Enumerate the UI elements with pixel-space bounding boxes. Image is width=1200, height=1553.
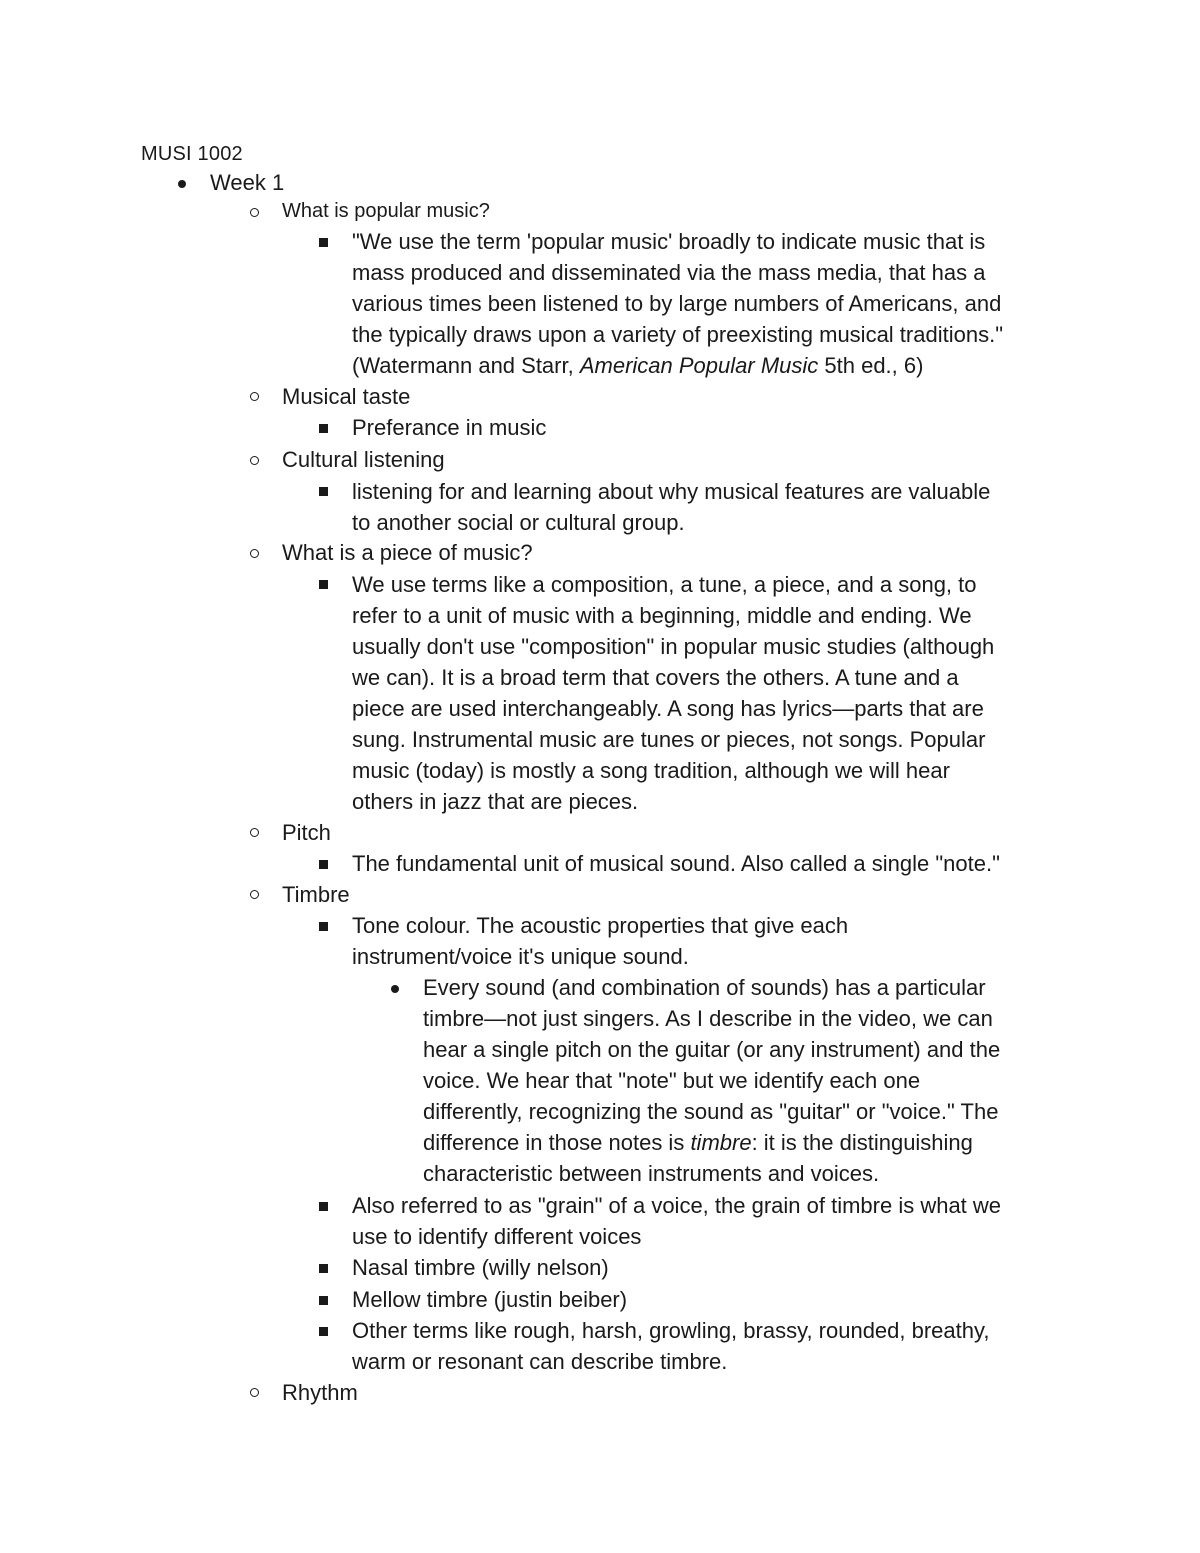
bullet-square-icon <box>319 1296 328 1305</box>
citation-suffix: 5th ed., 6) <box>818 353 924 378</box>
bullet-circle-icon <box>250 549 259 558</box>
list-item-line: piece are used interchangeably. A song has lyrics—parts that are <box>352 696 984 721</box>
list-item: Mellow timbre (justin beiber) <box>352 1287 628 1312</box>
bullet-square-icon <box>319 1327 328 1336</box>
sub-item-line: hear a single pitch on the guitar (or any instrument) and the <box>423 1037 1001 1062</box>
section-heading-cultural-listening: Cultural listening <box>282 447 445 472</box>
list-item-line: sung. Instrumental music are tunes or pieces, not songs. Popular <box>352 727 986 752</box>
bullet-circle-icon <box>250 828 259 837</box>
quote-line: various times been listened to by large numbers of Americans, and <box>352 291 1002 316</box>
bullet-square-icon <box>319 424 328 433</box>
list-item-line: usually don't use "composition" in popular music studies (although <box>352 634 995 659</box>
sub-item-italic: timbre <box>690 1130 752 1155</box>
bullet-square-icon <box>319 922 328 931</box>
section-heading-timbre: Timbre <box>282 882 350 907</box>
section-heading-pitch: Pitch <box>282 820 331 845</box>
list-item-line: refer to a unit of music with a beginning, middle and ending. We <box>352 603 972 628</box>
bullet-square-icon <box>319 580 328 589</box>
sub-item-text: difference in those notes is <box>423 1130 691 1155</box>
list-item: The fundamental unit of musical sound. Also called a single "note." <box>352 851 1000 876</box>
sub-item-line: differently, recognizing the sound as "guitar" or "voice." The <box>423 1099 999 1124</box>
list-item-line: We use terms like a composition, a tune, a piece, and a song, to <box>352 572 977 597</box>
bullet-square-icon <box>319 860 328 869</box>
bullet-circle-icon <box>250 1388 259 1397</box>
list-item-line: Tone colour. The acoustic properties that give each <box>352 913 849 938</box>
quote-line: the typically draws upon a variety of preexisting musical traditions." <box>352 322 1003 347</box>
citation <box>352 350 923 381</box>
sub-item-line <box>423 1127 973 1158</box>
sub-item-line: voice. We hear that "note" but we identify each one <box>423 1068 921 1093</box>
list-item: Preferance in music <box>352 415 547 440</box>
bullet-dot-icon <box>178 180 186 188</box>
list-item-line: to another social or cultural group. <box>352 510 685 535</box>
sub-item-text: : it is the distinguishing <box>751 1130 973 1155</box>
bullet-circle-icon <box>250 392 259 401</box>
list-item-line: we can). It is a broad term that covers the others. A tune and a <box>352 665 959 690</box>
bullet-square-icon <box>319 487 328 496</box>
quote-line: mass produced and disseminated via the mass media, that has a <box>352 260 986 285</box>
bullet-square-icon <box>319 1202 328 1211</box>
citation-book-title: American Popular Music <box>579 353 819 378</box>
bullet-circle-icon <box>250 208 259 217</box>
bullet-circle-icon <box>250 456 259 465</box>
list-item-line: Other terms like rough, harsh, growling, brassy, rounded, breathy, <box>352 1318 990 1343</box>
list-item-line: instrument/voice it's unique sound. <box>352 944 689 969</box>
week-heading: Week 1 <box>210 170 285 195</box>
section-heading-musical-taste: Musical taste <box>282 384 411 409</box>
list-item-line: music (today) is mostly a song tradition, although we will hear <box>352 758 950 783</box>
list-item-line: listening for and learning about why musical features are valuable <box>352 479 991 504</box>
citation-prefix: (Watermann and Starr, <box>352 353 580 378</box>
list-item: Nasal timbre (willy nelson) <box>352 1255 609 1280</box>
list-item-line: warm or resonant can describe timbre. <box>352 1349 728 1374</box>
list-item-line: use to identify different voices <box>352 1224 642 1249</box>
sub-item-line: Every sound (and combination of sounds) has a particular <box>423 975 986 1000</box>
bullet-dot-icon <box>391 985 399 993</box>
section-heading-rhythm: Rhythm <box>282 1380 358 1405</box>
quote-line: "We use the term 'popular music' broadly to indicate music that is <box>352 229 986 254</box>
sub-item-line: characteristic between instruments and voices. <box>423 1161 880 1186</box>
bullet-square-icon <box>319 238 328 247</box>
list-item-line: others in jazz that are pieces. <box>352 789 639 814</box>
sub-item-line: timbre—not just singers. As I describe in the video, we can <box>423 1006 993 1031</box>
section-heading-popular-music: What is popular music? <box>282 200 490 222</box>
list-item-line: Also referred to as "grain" of a voice, the grain of timbre is what we <box>352 1193 1002 1218</box>
document-title: MUSI 1002 <box>141 143 243 165</box>
bullet-circle-icon <box>250 890 259 899</box>
section-heading-piece-of-music: What is a piece of music? <box>282 540 533 565</box>
bullet-square-icon <box>319 1264 328 1273</box>
